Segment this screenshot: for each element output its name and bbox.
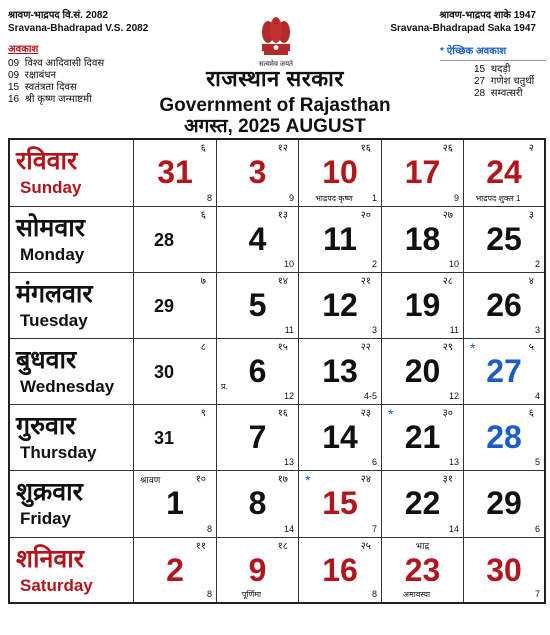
national-date: 7 [371, 524, 377, 534]
date-cell [382, 339, 464, 405]
star-icon: * [470, 340, 476, 356]
date-number: 13 [322, 353, 358, 389]
national-date: 5 [534, 457, 540, 467]
weekday-cell [10, 207, 134, 273]
weekday-english: Wednesday [20, 377, 115, 396]
tithi-number: ३१ [442, 474, 453, 485]
national-date: 1 [371, 193, 377, 203]
date-number: 19 [404, 287, 441, 323]
tithi-number: २५ [360, 541, 371, 552]
national-date: 7 [534, 589, 540, 599]
weekday-english: Monday [20, 245, 85, 264]
date-cell [299, 339, 382, 405]
weekday-cell [10, 339, 134, 405]
date-cell [217, 339, 299, 405]
national-date: 6 [371, 457, 377, 467]
date-cell [382, 538, 464, 602]
national-date: 6 [534, 524, 540, 534]
tithi-number: २० [360, 210, 371, 221]
national-date: 11 [449, 325, 459, 335]
national-date: 8 [206, 524, 212, 534]
calendar-grid [8, 138, 546, 604]
national-date: 8 [371, 589, 377, 599]
divider [440, 60, 546, 61]
national-date: 11 [284, 325, 294, 335]
title-english: Government of Rajasthan [159, 95, 391, 116]
date-cell [217, 273, 299, 339]
date-number: 21 [404, 419, 441, 455]
national-date: 3 [371, 325, 377, 335]
tithi-number: ३ [528, 210, 534, 221]
date-number: 23 [404, 552, 441, 588]
date-number: 29 [486, 485, 522, 521]
header-right-hindi: श्रावण-भाद्रपद शाके 1947 [439, 10, 536, 21]
date-cell [299, 471, 382, 538]
date-number: 4 [248, 221, 267, 257]
national-date: 10 [283, 259, 294, 269]
holiday-item: 09 विश्व आदिवासी दिवस [8, 58, 105, 69]
tithi-number: ४ [528, 276, 534, 287]
date-number: 14 [322, 419, 358, 455]
date-cell [299, 207, 382, 273]
date-cell [382, 140, 464, 207]
weekday-hindi: बुधवार [16, 346, 77, 374]
national-date: 4-5 [363, 391, 377, 401]
date-cell [134, 405, 217, 471]
date-cell [134, 140, 217, 207]
tithi-number: ९ [200, 408, 206, 419]
date-number: 2 [166, 552, 184, 588]
date-number: 31 [157, 154, 193, 190]
date-cell [464, 273, 544, 339]
date-cell [299, 140, 382, 207]
weekday-hindi: रविवार [16, 147, 78, 175]
date-number: 3 [248, 154, 267, 190]
national-date: 13 [448, 457, 459, 467]
tithi-number: १८ [277, 541, 288, 552]
header-right-english: Sravana-Bhadrapad Saka 1947 [390, 23, 536, 34]
cell-note: भाद्रपद कृष्ण [315, 194, 353, 203]
date-number: 17 [404, 154, 441, 190]
date-cell [217, 405, 299, 471]
tithi-number: २७ [442, 210, 453, 221]
national-date: 2 [534, 259, 540, 269]
cell-note: अमावस्या [402, 590, 431, 599]
state-emblem-icon [256, 14, 296, 60]
national-date: 9 [453, 193, 459, 203]
holidays-heading: अवकाश [8, 44, 39, 55]
tithi-number: १६ [360, 143, 371, 154]
national-date: 2 [371, 259, 377, 269]
date-number: 31 [153, 428, 175, 448]
weekday-cell [10, 405, 134, 471]
date-number: 27 [486, 353, 522, 389]
tithi-number: २३ [360, 408, 371, 419]
national-date: 8 [206, 589, 212, 599]
tithi-number: ७ [200, 276, 206, 287]
date-cell [134, 538, 217, 602]
date-cell [382, 471, 464, 538]
date-number: 8 [248, 485, 267, 521]
tithi-number: २१ [360, 276, 371, 287]
tithi-number: १७ [277, 474, 288, 485]
tithi-number: ६ [200, 143, 206, 154]
weekday-english: Friday [20, 509, 72, 528]
date-number: 7 [248, 419, 267, 455]
holiday-item: 09 रक्षाबंधन [8, 70, 57, 81]
holiday-item: 15 स्वतंत्रता दिवस [8, 82, 77, 93]
national-date: 14 [283, 524, 294, 534]
date-number: 16 [322, 552, 358, 588]
optional-holiday-item: 15 थदड़ी [474, 64, 511, 75]
cell-note: भाद्रपद शुक्ल 1 [475, 194, 521, 203]
date-cell [464, 538, 544, 602]
optional-holiday-item: 28 सम्वत्सरी [474, 88, 523, 99]
date-number: 24 [486, 154, 522, 190]
weekday-cell [10, 140, 134, 207]
date-number: 26 [486, 287, 522, 323]
cell-note: भाद्र [415, 541, 430, 551]
date-cell [217, 538, 299, 602]
date-number: 25 [486, 221, 522, 257]
weekday-hindi: शनिवार [16, 545, 84, 573]
optional-holidays-list [440, 46, 546, 100]
tithi-number: ६ [200, 210, 206, 221]
month-label: अगस्त, 2025 AUGUST [184, 116, 366, 137]
weekday-english: Sunday [20, 178, 82, 197]
date-cell [382, 207, 464, 273]
date-number: 1 [166, 485, 184, 521]
tithi-number: २८ [442, 276, 453, 287]
tithi-number: १२ [277, 143, 288, 154]
date-cell [464, 339, 544, 405]
national-date: 14 [448, 524, 459, 534]
national-date: 8 [206, 193, 212, 203]
header-left-hindi: श्रावण-भाद्रपद वि.सं. 2082 [8, 10, 108, 21]
tithi-number: २६ [442, 143, 453, 154]
date-cell [134, 339, 217, 405]
national-date: 9 [288, 193, 294, 203]
date-cell [217, 471, 299, 538]
cell-note: श्रावण [140, 475, 161, 485]
tithi-number: ६ [528, 408, 534, 419]
holidays-list [8, 44, 104, 106]
date-number: 20 [404, 353, 441, 389]
emblem-motto: सत्यमेव जयते [258, 61, 294, 68]
national-date: 3 [534, 325, 540, 335]
tithi-number: १४ [277, 276, 288, 287]
national-date: 12 [283, 391, 294, 401]
date-number: 9 [248, 552, 267, 588]
star-icon: * [440, 46, 444, 57]
weekday-cell [10, 538, 134, 602]
date-number: 30 [486, 552, 522, 588]
date-cell [464, 140, 544, 207]
date-number: 22 [404, 485, 441, 521]
tithi-number: १५ [277, 342, 288, 353]
date-number: 6 [248, 353, 267, 389]
weekday-hindi: शुक्रवार [16, 478, 83, 506]
tithi-number: २४ [360, 474, 371, 485]
weekday-english: Saturday [20, 576, 93, 595]
tithi-number: ५ [528, 342, 534, 353]
tithi-number: ८ [200, 342, 206, 353]
national-date: 13 [283, 457, 294, 467]
date-number: 11 [323, 221, 357, 257]
date-cell [134, 273, 217, 339]
tithi-number: ३० [442, 408, 453, 419]
tithi-number: २२ [360, 342, 371, 353]
tithi-number: ११ [195, 541, 206, 552]
date-cell [464, 207, 544, 273]
date-cell [299, 273, 382, 339]
date-cell [217, 207, 299, 273]
optional-holidays-heading: * ऐच्छिक अवकाश [440, 46, 507, 57]
date-cell [217, 140, 299, 207]
date-cell [299, 405, 382, 471]
date-cell [134, 207, 217, 273]
tithi-number: १० [195, 474, 206, 485]
date-number: 18 [404, 221, 441, 257]
weekday-hindi: सोमवार [16, 214, 85, 242]
national-date: 12 [448, 391, 459, 401]
date-number: 12 [322, 287, 358, 323]
weekday-cell [10, 273, 134, 339]
date-number: 30 [153, 362, 175, 382]
star-icon: * [305, 472, 311, 488]
date-cell [134, 471, 217, 538]
holiday-item: 16 श्री कृष्ण जन्माष्टमी [8, 94, 92, 105]
date-cell [382, 273, 464, 339]
title-hindi: राजस्थान सरकार [206, 66, 344, 91]
tithi-number: १६ [277, 408, 288, 419]
date-number: 10 [322, 154, 358, 190]
weekday-english: Thursday [20, 443, 97, 462]
date-number: 28 [486, 419, 522, 455]
cell-note: पूर्णिमा [241, 590, 262, 599]
cell-note: प्र. [221, 382, 228, 391]
weekday-hindi: मंगलवार [16, 280, 93, 308]
weekday-hindi: गुरुवार [16, 412, 76, 440]
weekday-english: Tuesday [20, 311, 88, 330]
optional-holiday-item: 27 गणेश चतुर्थी [474, 76, 535, 87]
tithi-number: २ [528, 143, 534, 154]
national-date: 10 [448, 259, 459, 269]
date-cell [464, 471, 544, 538]
date-number: 29 [153, 296, 175, 316]
date-number: 28 [153, 230, 175, 250]
date-number: 15 [322, 485, 358, 521]
weekday-cell [10, 471, 134, 538]
star-icon: * [388, 406, 394, 422]
tithi-number: २९ [442, 342, 453, 353]
national-date: 4 [534, 391, 540, 401]
tithi-number: १३ [277, 210, 288, 221]
date-number: 5 [248, 287, 267, 323]
date-cell [382, 405, 464, 471]
header-left-english: Sravana-Bhadrapad V.S. 2082 [8, 23, 149, 34]
date-cell [464, 405, 544, 471]
date-cell [299, 538, 382, 602]
